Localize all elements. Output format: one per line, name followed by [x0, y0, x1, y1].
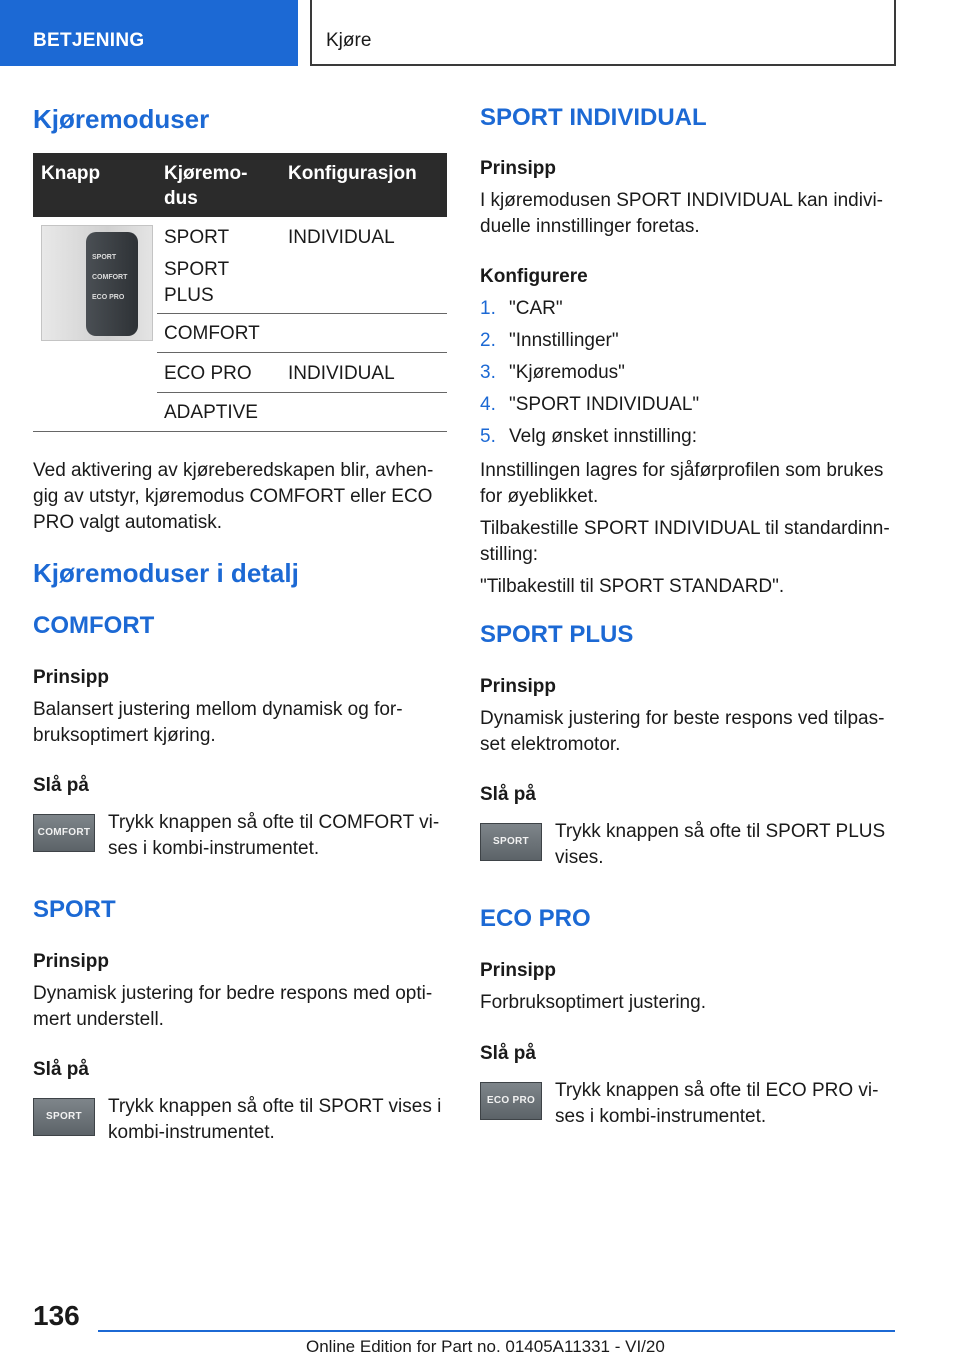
list-item: 1. "CAR" [480, 298, 563, 319]
individual-principle-label: Prinsipp [480, 158, 557, 179]
eco-pro-principle-label: Prinsipp [480, 960, 557, 981]
sport-on-text: Trykk knappen så ofte til SPORT vises i kombi-instrumentet. [108, 1096, 442, 1143]
table-bottom-rule [33, 431, 447, 432]
sport-principle-text: Dynamisk justering for bedre respons med opti- mert understell. [33, 983, 433, 1030]
table-cell-config: INDIVIDUAL [288, 363, 395, 384]
section-title: BETJENING [33, 30, 145, 51]
individual-heading: SPORT INDIVIDUAL [480, 104, 707, 131]
table-cell-config: INDIVIDUAL [288, 227, 395, 248]
table-cell-mode: COMFORT [164, 323, 260, 344]
chapter-title: Kjøre [326, 30, 372, 51]
header-mode: Kjøremo- dus [164, 163, 248, 209]
switch-knob [86, 232, 138, 336]
sport-plus-heading: SPORT PLUS [480, 621, 634, 648]
sport-plus-on-text: Trykk knappen så ofte til SPORT PLUS vises. [555, 821, 886, 868]
list-item: 4. "SPORT INDIVIDUAL" [480, 394, 700, 415]
table-cell-mode: ECO PRO [164, 363, 252, 384]
table-cell-mode: SPORT SPORT PLUS [164, 227, 230, 306]
header-config: Konfigurasjon [288, 163, 417, 184]
sport-button-image: SPORT [33, 1098, 95, 1136]
list-item: 3. "Kjøremodus" [480, 362, 625, 383]
list-item: 5. Velg ønsket innstilling: [480, 426, 697, 447]
eco-pro-principle-text: Forbruksoptimert justering. [480, 992, 706, 1013]
footer-edition: Online Edition for Part no. 01405A11331 - VI/20 [306, 1337, 665, 1356]
header-button: Knapp [41, 163, 101, 184]
page-title: Kjøremoduser [33, 104, 210, 134]
sport-heading: SPORT [33, 896, 116, 923]
comfort-heading: COMFORT [33, 612, 155, 639]
footer-rule [98, 1330, 895, 1332]
eco-pro-on-text: Trykk knappen så ofte til ECO PRO vi- ses i kombi-instrumentet. [555, 1080, 879, 1127]
comfort-principle-text: Balansert justering mellom dynamisk og for- bruksoptimert kjøring. [33, 699, 403, 746]
sport-on-label: Slå på [33, 1059, 89, 1080]
configure-label: Konfigurere [480, 266, 588, 287]
comfort-principle-label: Prinsipp [33, 667, 110, 688]
sport-plus-button-image: SPORT [480, 823, 542, 861]
comfort-on-label: Slå på [33, 775, 89, 796]
comfort-on-text: Trykk knappen så ofte til COMFORT vi- ses i kombi-instrumentet. [108, 812, 440, 859]
intro-text: Ved aktivering av kjøreberedskapen blir, avhen- gig av utstyr, kjøremodus COMFORT eller ECO PRO valgt automatisk. [33, 460, 434, 533]
drive-mode-switch-image: SPORT COMFORT ECO PRO [41, 225, 153, 341]
row-divider [157, 352, 447, 353]
detail-title: Kjøremoduser i detalj [33, 558, 299, 588]
sport-plus-principle-text: Dynamisk justering for beste respons ved tilpas- set elektromotor. [480, 708, 885, 755]
chapter-tab [310, 0, 896, 66]
sport-principle-label: Prinsipp [33, 951, 110, 972]
row-divider [157, 392, 447, 393]
saved-text: Innstillingen lagres for sjåførprofilen som brukes for øyeblikket. [480, 460, 884, 507]
reset-text: Tilbakestille SPORT INDIVIDUAL til standardinn- stilling: [480, 518, 890, 565]
individual-principle-text: I kjøremodusen SPORT INDIVIDUAL kan indivi- duelle innstillinger foretas. [480, 190, 884, 237]
section-tab [0, 0, 298, 66]
comfort-button-image: COMFORT [33, 814, 95, 852]
sport-plus-principle-label: Prinsipp [480, 676, 557, 697]
table-header [33, 153, 447, 217]
eco-pro-heading: ECO PRO [480, 905, 591, 932]
eco-pro-on-label: Slå på [480, 1043, 536, 1064]
row-divider [157, 313, 447, 314]
sport-plus-on-label: Slå på [480, 784, 536, 805]
eco-pro-button-image: ECO PRO [480, 1082, 542, 1120]
list-item: 2. "Innstillinger" [480, 330, 619, 351]
page-number: 136 [33, 1300, 80, 1331]
table-cell-mode: ADAPTIVE [164, 402, 258, 423]
reset-command: "Tilbakestill til SPORT STANDARD". [480, 576, 785, 597]
